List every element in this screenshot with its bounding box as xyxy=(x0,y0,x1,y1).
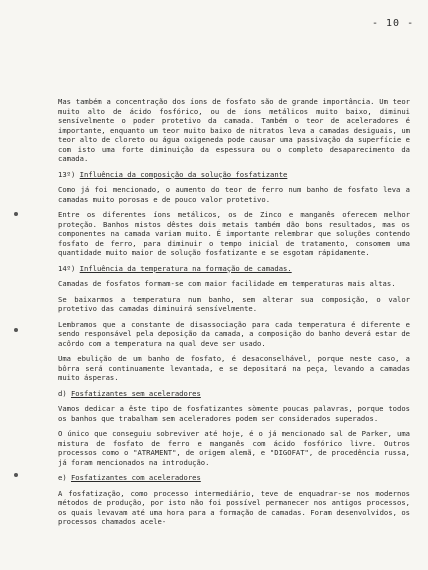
paragraph: Lembramos que a constante de disassociação para cada temperatura é diferente e sendo responsável pela deposição da camada, a composição do banho deverá estar de acôrdo com a temperatura na qual deve ser usado. xyxy=(58,319,410,348)
punch-hole-mark xyxy=(14,328,18,332)
section-number: e) xyxy=(58,473,67,482)
section-number: d) xyxy=(58,388,67,398)
paragraph: Entre os diferentes íons metálicos, os de Zinco e manganês oferecem melhor proteção. Banhos mistos dêstes dois metais também dão bons resultados, mas os componentes na camada variam muito. É importante relembrar que soluções contendo fosfato de ferro, para diminuir o tempo inicial de tratamento, consomem uma quantidade muito maior de solução fosfatizante e se esgotam rápidamente. xyxy=(58,210,410,257)
page-number: - 10 - xyxy=(372,18,415,29)
section-number: 14º) xyxy=(58,263,76,273)
section-heading xyxy=(58,264,410,274)
paragraph: Uma ebulição de um banho de fosfato, é desaconselhável, porque neste caso, a bôrra será continuamente levantada, e se depositará na peça, levando a camadas muito ásperas. xyxy=(58,354,410,382)
paragraph: O único que conseguiu sobreviver até hoje, é o já mencionado sal de Parker, uma mistura de fosfato de ferro e manganês com ácido fosfórico livre. Outros processos como o "ATRAMENT", de origem alemã, e "DIGOFAT", de procedência russa, já foram mencionados na introdução. xyxy=(58,429,410,467)
paragraph: A fosfatização, como processo intermediário, teve de enquadrar-se nos modernos métodos de produção, por isto não foi possível permanecer nos antigos processos, os quais levavam até uma hora para a formação de camadas. Foram desenvolvidos, os processos chamados acele- xyxy=(58,488,410,526)
section-title: Influência da temperatura na formação de camadas. xyxy=(79,263,292,273)
section-number: 13º) xyxy=(58,169,76,179)
paragraph: Como já foi mencionado, o aumento do teor de ferro num banho de fosfato leva a camadas muito porosas e de pouco valor protetivo. xyxy=(58,185,410,204)
paragraph: Se baixarmos a temperatura num banho, sem alterar sua composição, o valor protetivo das camadas diminuirá sensívelmente. xyxy=(58,294,410,313)
section-heading xyxy=(58,389,410,399)
paragraph: Vamos dedicar a êste tipo de fosfatizantes sòmente poucas palavras, porque todos os banhos que trabalham sem aceleradores podem ser considerados superados. xyxy=(58,404,410,423)
paragraph: Mas também a concentração dos íons de fosfato são de grande importância. Um teor muito alto de ácido fosfórico, ou de íons metálicos muito baixo, diminui sensívelmente o poder protetivo da camada. Também o teor de aceleradores é importante, enquanto um teor muito baixo de nitratos leva a camadas desiguais, um teor alto de cloreto ou água oxigeneda pode causar uma passivação da superfície e com isto uma forte diminuição da espessura ou o completo desaparecimento da camada. xyxy=(58,97,410,163)
paragraph: Camadas de fosfatos formam-se com maior facilidade em temperaturas mais altas. xyxy=(58,279,396,288)
punch-hole-mark xyxy=(14,473,18,477)
section-heading xyxy=(58,170,410,180)
section-title: Fosfatizantes sem aceleradores xyxy=(70,388,201,398)
section-title: Fosfatizantes com aceleradores xyxy=(70,473,201,482)
section-title: Influência da composição da solução fosfatizante xyxy=(79,169,288,179)
section-heading xyxy=(58,473,410,483)
punch-hole-mark xyxy=(14,212,18,216)
body-text xyxy=(58,97,410,533)
